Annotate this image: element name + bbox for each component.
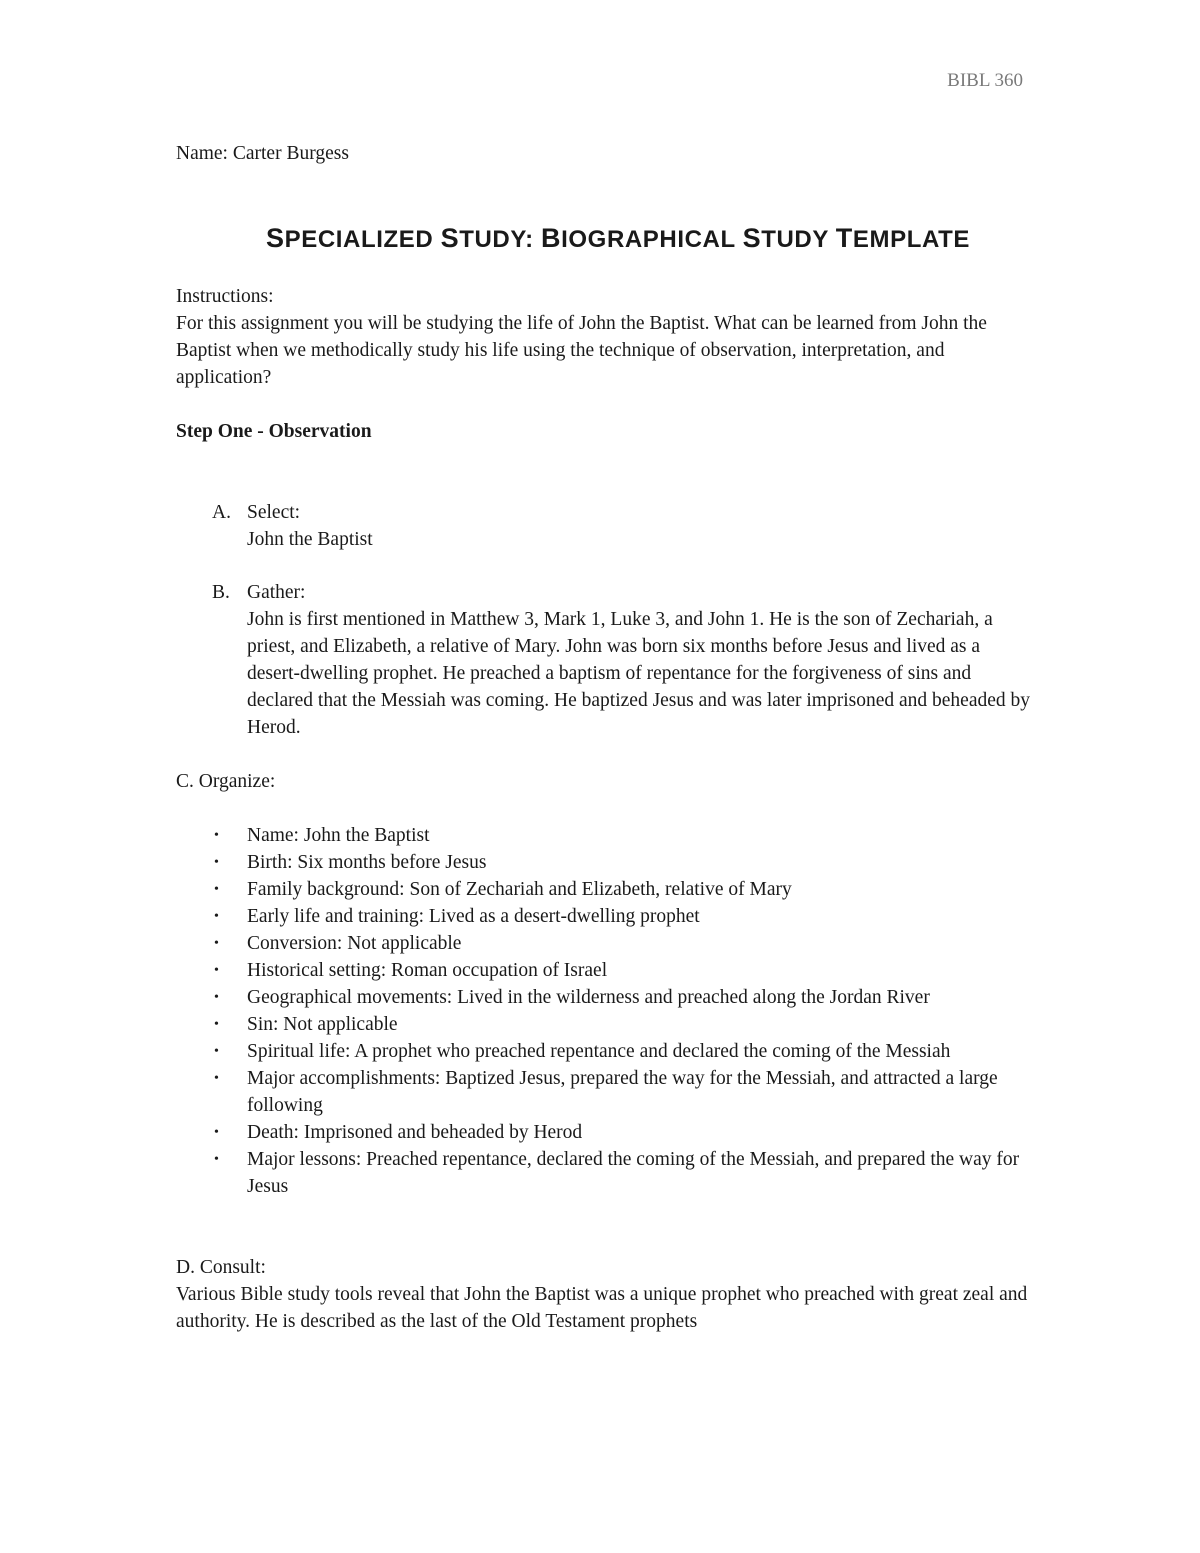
list-item: • Birth: Six months before Jesus — [212, 849, 1036, 876]
organize-list — [212, 822, 1036, 1200]
list-item: • Major accomplishments: Baptized Jesus, prepared the way for the Messiah, and attracted a large following — [212, 1065, 1036, 1119]
document-body — [176, 140, 1036, 1335]
observation-steps — [212, 499, 1036, 741]
organize-label: C. Organize: — [176, 771, 276, 792]
gather-marker: B. — [212, 582, 230, 603]
instructions-text: For this assignment you will be studying the life of John the Baptist. What can be learned from John the Baptist when we methodically study his life using the technique of observation, interpretation, and application? — [176, 313, 987, 388]
list-item: • Sin: Not applicable — [212, 1011, 1036, 1038]
list-item: • Family background: Son of Zechariah and Elizabeth, relative of Mary — [212, 876, 1036, 903]
list-item: • Early life and training: Lived as a desert-dwelling prophet — [212, 903, 1036, 930]
list-item: • Major lessons: Preached repentance, declared the coming of the Messiah, and prepared the way for Jesus — [212, 1146, 1036, 1200]
bullet-icon: • — [214, 855, 219, 870]
select-text: John the Baptist — [247, 529, 373, 550]
list-item: • Name: John the Baptist — [212, 822, 1036, 849]
consult-label: D. Consult: — [176, 1257, 266, 1278]
document-title: SPECIALIZED STUDY: BIOGRAPHICAL STUDY TEMPLATE — [266, 223, 970, 253]
instructions-section — [176, 283, 1036, 391]
select-step — [212, 499, 1036, 553]
list-item: • Historical setting: Roman occupation of Israel — [212, 957, 1036, 984]
gather-step — [212, 579, 1036, 741]
instructions-label: Instructions: — [176, 286, 274, 307]
bullet-icon: • — [214, 963, 219, 978]
bullet-icon: • — [214, 1152, 219, 1167]
list-item: • Spiritual life: A prophet who preached repentance and declared the coming of the Messiah — [212, 1038, 1036, 1065]
student-name: Name: Carter Burgess — [176, 143, 349, 164]
bullet-icon: • — [214, 1017, 219, 1032]
select-marker: A. — [212, 502, 231, 523]
list-item: • Conversion: Not applicable — [212, 930, 1036, 957]
bullet-icon: • — [214, 882, 219, 897]
select-label: Select: — [247, 502, 301, 523]
bullet-icon: • — [214, 909, 219, 924]
step-one-heading: Step One - Observation — [176, 421, 372, 442]
bullet-icon: • — [214, 936, 219, 951]
list-item: • Death: Imprisoned and beheaded by Herod — [212, 1119, 1036, 1146]
bullet-icon: • — [214, 828, 219, 843]
gather-label: Gather: — [247, 582, 306, 603]
bullet-icon: • — [214, 1071, 219, 1086]
bullet-icon: • — [214, 1125, 219, 1140]
consult-section — [176, 1254, 1036, 1335]
gather-text: John is first mentioned in Matthew 3, Mark 1, Luke 3, and John 1. He is the son of Zechariah, a priest, and Elizabeth, a relative of Mary. John was born six months before Jesus and lived as a desert-dwelling prophet. He preached a baptism of repentance for the forgiveness of sins and declared that the Messiah was coming. He baptized Jesus and was later imprisoned and beheaded by Herod. — [247, 609, 1030, 738]
consult-text: Various Bible study tools reveal that John the Baptist was a unique prophet who preached with great zeal and authority. He is described as the last of the Old Testament prophets — [176, 1284, 1028, 1332]
bullet-icon: • — [214, 1044, 219, 1059]
bullet-icon: • — [214, 990, 219, 1005]
course-code: BIBL 360 — [947, 70, 1023, 91]
list-item: • Geographical movements: Lived in the wilderness and preached along the Jordan River — [212, 984, 1036, 1011]
